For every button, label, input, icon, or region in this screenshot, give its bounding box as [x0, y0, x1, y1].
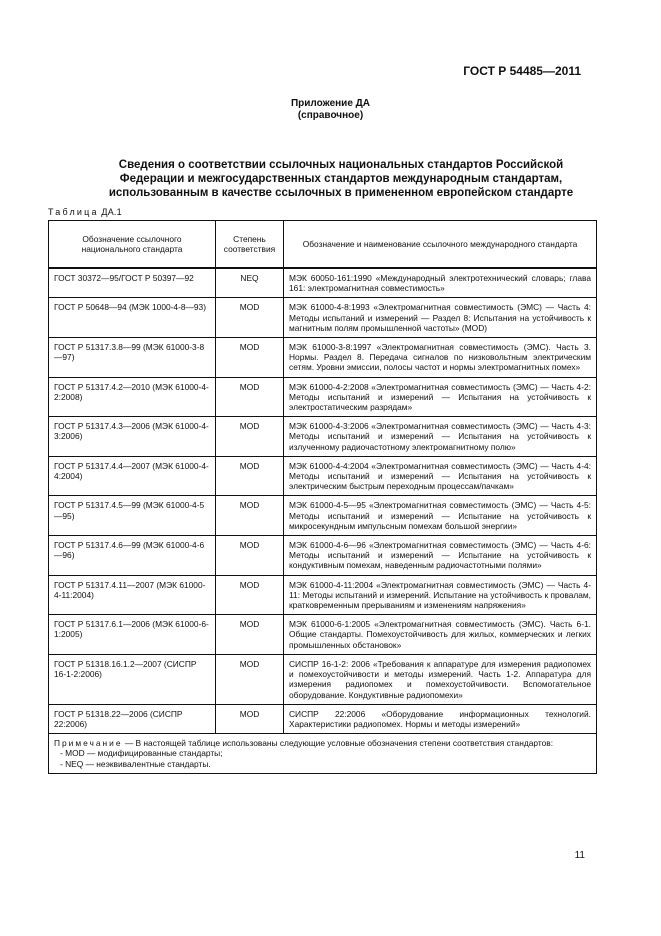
appendix-heading — [0, 98, 661, 122]
degree-cell: MOD — [216, 298, 284, 338]
table-body — [49, 268, 597, 734]
page-number: 11 — [574, 850, 585, 861]
table-row — [49, 496, 597, 536]
table-row — [49, 417, 597, 457]
national-standard-cell: ГОСТ Р 51317.4.6—99 (МЭК 61000-4-6—96) — [49, 536, 216, 576]
correspondence-table — [48, 220, 597, 774]
table-caption — [48, 207, 122, 217]
national-standard-cell: ГОСТ Р 50648—94 (МЭК 1000-4-8—93) — [49, 298, 216, 338]
table-row — [49, 268, 597, 298]
table-note-row — [49, 734, 597, 774]
international-standard-cell: СИСПР 16-1-2: 2006 «Требования к аппаратуре для измерения радиопомех и помехоустойчивости и методы измерений. Часть 1-2. Аппаратура для измерения радиопомех и помехоустойчивости. Вспомогательное оборудование. Кондуктивные радиопомехи» — [284, 654, 597, 704]
international-standard-cell: МЭК 61000-4-2:2008 «Электромагнитная совместимость (ЭМС) — Часть 4-2: Методы испытаний и измерений — Испытания на устойчивость к электростатическим разрядам» — [284, 377, 597, 417]
degree-cell: MOD — [216, 615, 284, 655]
column-header-national: Обозначение ссылочного национального стандарта — [49, 221, 216, 269]
international-standard-cell: МЭК 61000-4-8:1993 «Электромагнитная совместимость (ЭМС) — Часть 4: Методы испытаний и измерений — Раздел 8: Испытания на устойчивость к магнитным полям промышленной частоты» (MOD) — [284, 298, 597, 338]
degree-cell: MOD — [216, 417, 284, 457]
note-item-neq: - NEQ — неэквивалентные стандарты. — [60, 758, 211, 769]
column-header-international: Обозначение и наименование ссылочного международного стандарта — [284, 221, 597, 269]
national-standard-cell: ГОСТ Р 51317.4.11—2007 (МЭК 61000-4-11:2004) — [49, 575, 216, 615]
international-standard-cell: МЭК 61000-6-1:2005 «Электромагнитная совместимость (ЭМС). Часть 6-1. Общие стандарты. Помехоустойчивость для жилых, коммерческих и легких промышленных обстановок» — [284, 615, 597, 655]
international-standard-cell: СИСПР 22:2006 «Оборудование информационных технологий. Характеристики радиопомех. Нормы и методы измерений» — [284, 704, 597, 733]
table-note — [49, 734, 597, 774]
table-row — [49, 704, 597, 733]
international-standard-cell: МЭК 61000-4-11:2004 «Электромагнитная совместимость (ЭМС) — Часть 4-11: Методы испытаний и измерений. Испытание на устойчивость к провалам, кратковременным прерываниям и изменениям напряжения» — [284, 575, 597, 615]
table-row — [49, 654, 597, 704]
degree-cell: MOD — [216, 536, 284, 576]
international-standard-cell: МЭК 60050-161:1990 «Международный электротехнический словарь; глава 161: электромагнитная совместимость» — [284, 268, 597, 298]
appendix-subtitle: (справочное) — [297, 110, 364, 121]
note-paragraph — [54, 738, 591, 748]
national-standard-cell: ГОСТ Р 51318.16.1.2—2007 (СИСПР 16-1-2:2006) — [49, 654, 216, 704]
degree-cell: MOD — [216, 338, 284, 378]
national-standard-cell: ГОСТ Р 51317.4.5—99 (МЭК 61000-4-5—95) — [49, 496, 216, 536]
table-caption-number: ДА.1 — [101, 207, 122, 217]
table-row — [49, 298, 597, 338]
degree-cell: MOD — [216, 575, 284, 615]
international-standard-cell: МЭК 61000-4-3:2006 «Электромагнитная совместимость (ЭМС) — Часть 4-3: Методы испытаний и измерений — Испытания на устойчивость к излученному радиочастотному электромагнитному полю» — [284, 417, 597, 457]
table-row — [49, 536, 597, 576]
table-row — [49, 615, 597, 655]
national-standard-cell: ГОСТ Р 51317.4.4—2007 (МЭК 61000-4-4:2004) — [49, 456, 216, 496]
degree-cell: MOD — [216, 456, 284, 496]
degree-cell: MOD — [216, 654, 284, 704]
national-standard-cell: ГОСТ Р 51317.3.8—99 (МЭК 61000-3-8—97) — [49, 338, 216, 378]
national-standard-cell: ГОСТ Р 51317.6.1—2006 (МЭК 61000-6-1:2005) — [49, 615, 216, 655]
international-standard-cell: МЭК 61000-4-6—96 «Электромагнитная совместимость (ЭМС) — Часть 4-6: Методы испытаний и измерений — Испытание на устойчивость к кондуктивным помехам, наведенным радиочастотными полями» — [284, 536, 597, 576]
degree-cell: MOD — [216, 377, 284, 417]
degree-cell: NEQ — [216, 268, 284, 298]
page-title: Сведения о соответствии ссылочных национальных стандартов Российской Федерации и межгосударственных стандартов международным стандартам, использованным в качестве ссылочных в примененном европейском стандарте — [108, 159, 574, 199]
note-item-mod: - MOD — модифицированные стандарты; — [60, 748, 223, 759]
appendix-title: Приложение ДА — [290, 98, 371, 109]
table-header-row — [49, 221, 597, 269]
table-row — [49, 575, 597, 615]
note-label: Примечание — [54, 738, 123, 749]
international-standard-cell: МЭК 61000-4-4:2004 «Электромагнитная совместимость (ЭМС) — Часть 4-4: Методы испытаний и измерений — Испытания на устойчивость к электрическим быстрым переходным процессам/пачкам» — [284, 456, 597, 496]
national-standard-cell: ГОСТ Р 51317.4.3—2006 (МЭК 61000-4-3:2006) — [49, 417, 216, 457]
document-code: ГОСТ Р 54485—2011 — [463, 64, 581, 78]
national-standard-cell: ГОСТ Р 51318.22—2006 (СИСПР 22:2006) — [49, 704, 216, 733]
table-row — [49, 377, 597, 417]
degree-cell: MOD — [216, 496, 284, 536]
international-standard-cell: МЭК 61000-3-8:1997 «Электромагнитная совместимость (ЭМС). Часть 3. Нормы. Раздел 8. Передача сигналов по низковольтным электрическим сетям. Уровни эмиссии, полосы частот и нормы электромагнитных помех» — [284, 338, 597, 378]
national-standard-cell: ГОСТ 30372—95/ГОСТ Р 50397—92 — [49, 268, 216, 298]
note-text: — В настоящей таблице использованы следующие условные обозначения степени соответствия стандартов: — [124, 738, 554, 749]
table-row — [49, 456, 597, 496]
national-standard-cell: ГОСТ Р 51317.4.2—2010 (МЭК 61000-4-2:2008) — [49, 377, 216, 417]
international-standard-cell: МЭК 61000-4-5—95 «Электромагнитная совместимость (ЭМС) — Часть 4-5: Методы испытаний и измерений — Испытание на устойчивость к микросекундным импульсным помехам большой энергии» — [284, 496, 597, 536]
table-row — [49, 338, 597, 378]
table-caption-prefix: Таблица — [48, 207, 99, 217]
column-header-degree: Степень соответствия — [216, 221, 284, 269]
degree-cell: MOD — [216, 704, 284, 733]
